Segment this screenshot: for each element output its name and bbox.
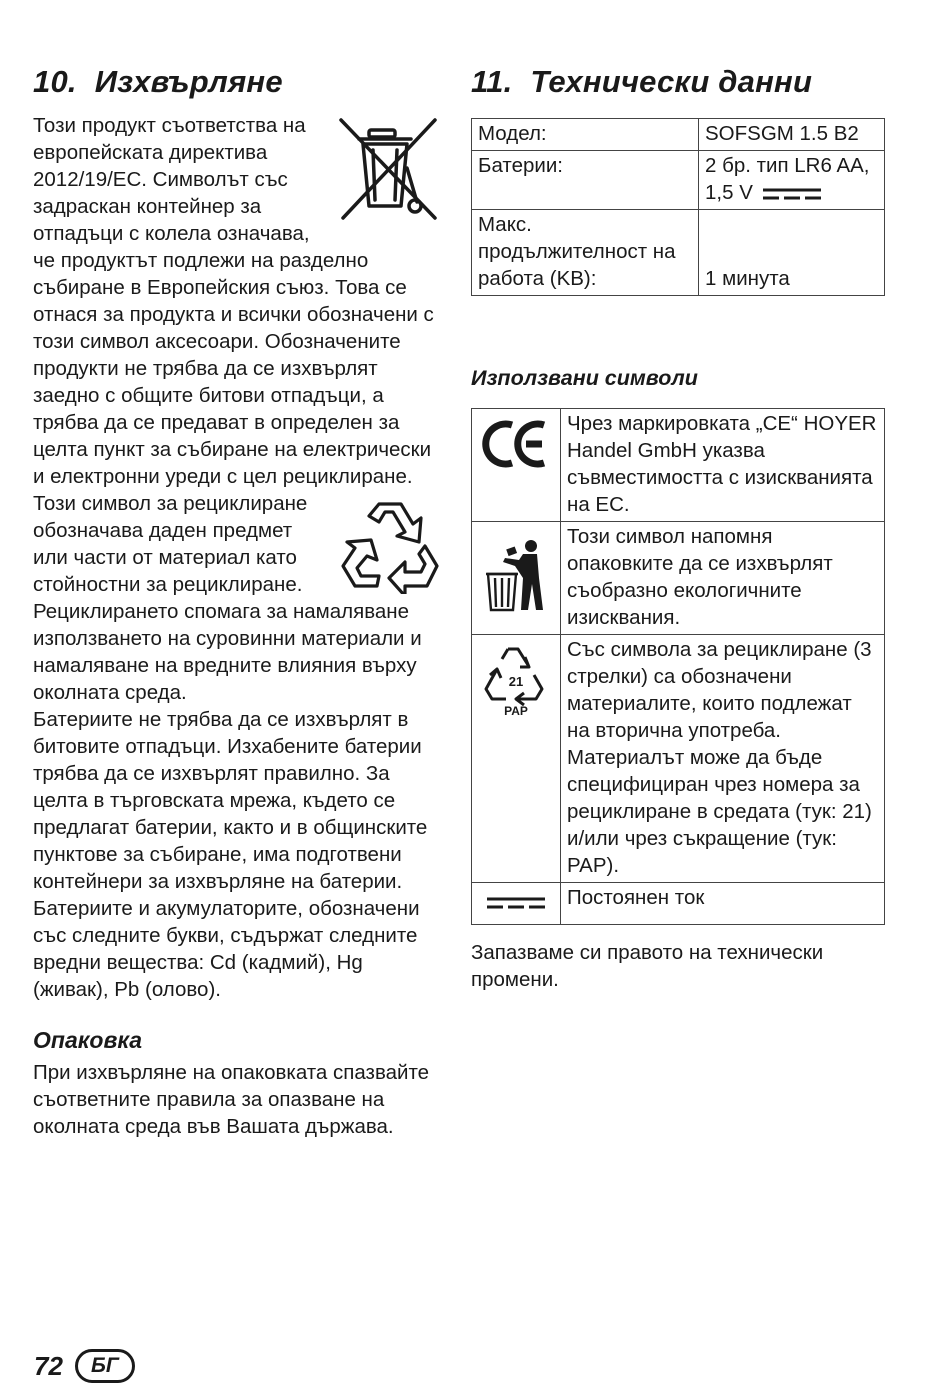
technical-data-table xyxy=(471,118,885,296)
symbol-description: Със символа за рециклиране (3 стрелки) са обозначени материалите, които подлежат на вторична употреба. Материалът може да бъде специфициран чрез номера за рециклиране в средата (тук: 21) и/или чрез съкращение (тук: PAP). xyxy=(561,635,885,883)
section-title: Технически данни xyxy=(530,64,813,99)
table-row xyxy=(472,635,885,883)
spec-label: Батерии: xyxy=(472,151,699,210)
symbols-heading: Използвани символи xyxy=(471,366,698,390)
ce-mark-icon xyxy=(482,419,550,469)
tidyman-icon xyxy=(485,538,547,612)
spec-value: SOFSGM 1.5 B2 xyxy=(699,119,885,151)
spec-voltage: 1,5 V xyxy=(705,181,753,204)
spec-label: Модел: xyxy=(472,119,699,151)
table-row xyxy=(472,409,885,522)
packaging-text: При изхвърляне на опаковката спазвайте съответните правила за опазване на околната среда във Вашата държава. xyxy=(33,1061,430,1138)
table-row xyxy=(472,883,885,925)
spec-label: Макс. продължителност на работа (KB): xyxy=(472,210,699,296)
direct-current-icon xyxy=(763,187,821,201)
direct-current-icon xyxy=(487,896,545,910)
spec-value-line2 xyxy=(705,179,878,206)
reserve-note: Запазваме си правото на технически промени. xyxy=(471,941,824,991)
disposal-paragraph-weee: Този продукт съответства на европейската директива 2012/19/ЕС. Символът със задраскан контейнер за отпадъци с колела означава, че продуктът подлежи на разделно събиране в Европейския съюз. Това се отнася за продукта и всички обозначени с този символ аксесоари. Обозначените продукти не трябва да се изхвърлят заедно с общите битови отпадъци, а трябва да се предават в определен за целта пункт за събиране на електрически и електронни уреди с цел рециклиране. xyxy=(33,114,434,488)
symbol-description: Този символ напомня опаковките да се изхвърлят съобразно екологичните изисквания. xyxy=(561,522,885,635)
crossed-bin-icon xyxy=(335,114,443,226)
table-row xyxy=(472,210,885,296)
page-number: 72 xyxy=(34,1351,63,1381)
section-number: 11. xyxy=(471,64,513,99)
disposal-paragraph-hazardous: Батериите и акумулаторите, обозначени със следните букви, съдържат следните вредни вещества: Cd (кадмий), Hg (живак), Pb (олово). xyxy=(33,897,420,1001)
section-number: 10. xyxy=(33,64,77,99)
recycling-21-pap-icon xyxy=(482,643,550,719)
spec-value: 2 бр. тип LR6 AA, xyxy=(705,154,870,177)
spec-value: 1 минута xyxy=(699,210,885,296)
symbol-description: Постоянен ток xyxy=(561,883,885,925)
disposal-heading xyxy=(33,62,443,102)
disposal-paragraph-batteries: Батериите не трябва да се изхвърлят в битовите отпадъци. Изхабените батерии трябва да се изхвърлят правилно. За целта в търговската мрежа, където се предлагат батерии, както и в общинските пунктове за събиране, има подготвени контейнери за изхвърляне на батерии. xyxy=(33,708,428,893)
packaging-heading: Опаковка xyxy=(33,1027,143,1053)
disposal-section xyxy=(33,62,443,1140)
table-row xyxy=(472,522,885,635)
table-row xyxy=(472,119,885,151)
recycling-abbr: PAP xyxy=(504,704,528,718)
language-badge: БГ xyxy=(75,1349,135,1383)
page-footer xyxy=(34,1349,135,1383)
recycling-code: 21 xyxy=(508,674,524,689)
recycling-arrows-icon xyxy=(339,496,443,594)
table-row xyxy=(472,151,885,210)
section-title: Изхвърляне xyxy=(94,64,283,99)
symbols-table xyxy=(471,408,885,925)
spec-value-cell xyxy=(699,151,885,210)
technical-data-heading xyxy=(471,62,885,102)
technical-data-section xyxy=(471,62,885,993)
disposal-paragraph-recycling: Този символ за рециклиране обозначава даден предмет или части от материал като стойностни за рециклиране. Рециклирането спомага за намаляване използването на суровинни материали и намаляване на вредните влияния върху околната среда. xyxy=(33,492,422,704)
symbol-description: Чрез маркировката „CE“ HOYER Handel GmbH указва съвместимостта с изискванията на ЕС. xyxy=(561,409,885,522)
